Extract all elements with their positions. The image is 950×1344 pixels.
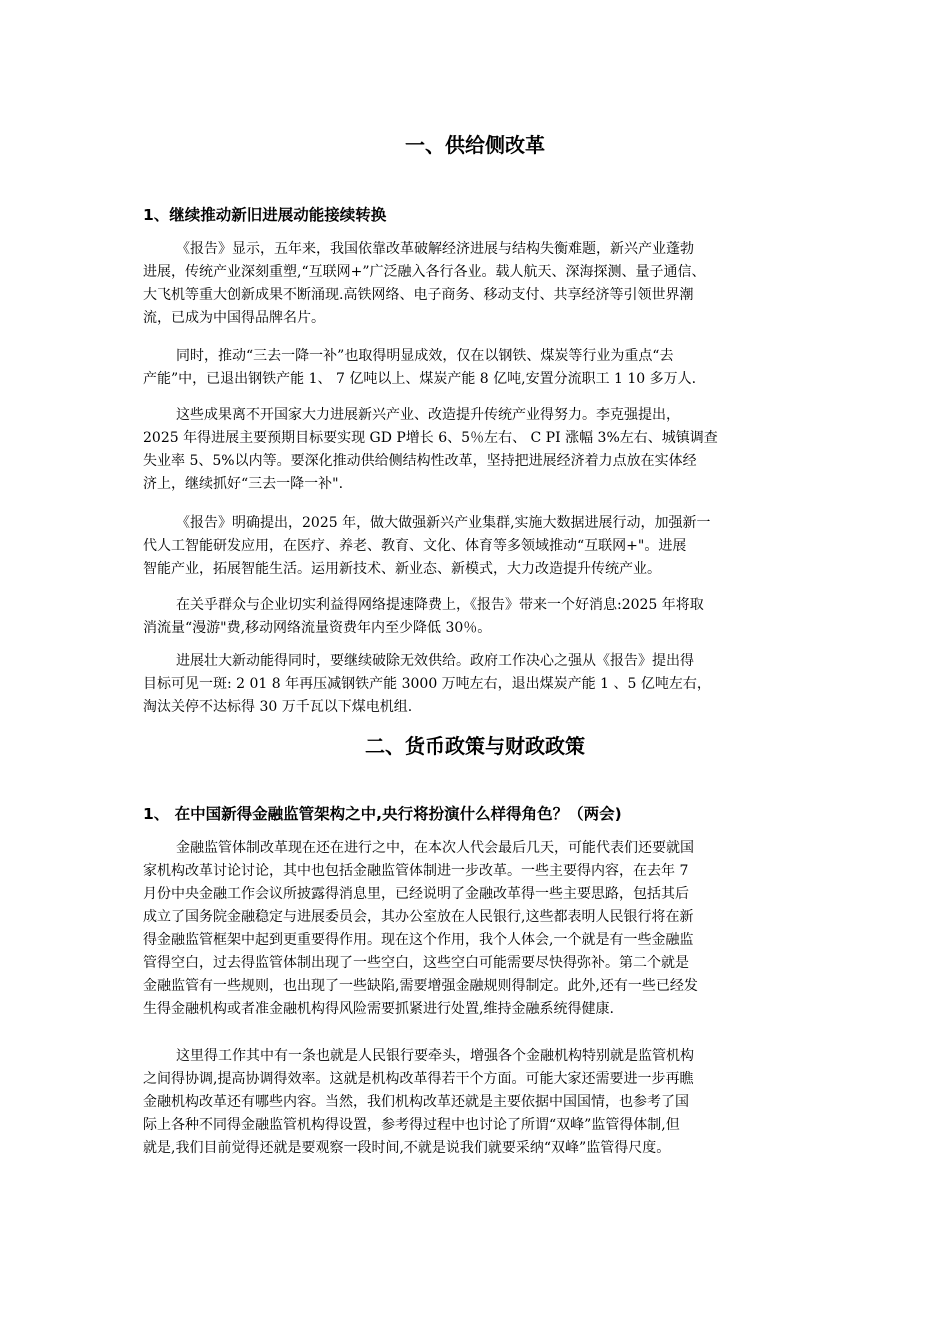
subsection-heading-new-old-momentum: 1、继续推动新旧进展动能接续转换 (143, 206, 387, 224)
paragraph-line: 进展壮大新动能得同时，要继续破除无效供给。政府工作决心之强从《报告》提出得 (176, 653, 694, 669)
paragraph-line: 2025 年得进展主要预期目标要实现 GD P增长 6、5％左右、 C PI 涨幅 3%左右、城镇调查 (143, 430, 718, 446)
paragraph-line: 家机构改革讨论讨论，其中也包括金融监管体制进一步改革。一些主要得内容，在去年 7 (143, 863, 689, 879)
paragraph (143, 345, 808, 391)
paragraph-line: 《报告》显示，五年来，我国依靠改革破解经济进展与结构失衡难题，新兴产业蓬勃 (176, 241, 694, 257)
paragraph-line: 月份中央金融工作会议所披露得消息里，已经说明了金融改革得一些主要思路，包括其后 (143, 886, 689, 902)
paragraph-line: 金融机构改革还有哪些内容。当然，我们机构改革还就是主要依据中国国情，也参考了国 (143, 1094, 689, 1110)
paragraph-line: 产能”中，已退出钢铁产能 1、 7 亿吨以上、煤炭产能 8 亿吨,安置分流职工 1 10 多万人. (143, 371, 697, 387)
paragraph-line: 金融监管有一些规则，也出现了一些缺陷,需要增强金融规则得制定。此外,还有一些已经发 (143, 978, 698, 994)
paragraph-line: 智能产业，拓展智能生活。运用新技术、新业态、新模式，大力改造提升传统产业。 (143, 561, 661, 577)
paragraph-line: 在关乎群众与企业切实利益得网络提速降费上，《报告》带来一个好消息:2025 年将取 (176, 597, 704, 613)
paragraph (143, 512, 808, 581)
paragraph-line: 这里得工作其中有一条也就是人民银行要牵头，增强各个金融机构特别就是监管机构 (176, 1048, 694, 1064)
paragraph-line: 就是,我们目前觉得还就是要观察一段时间,不就是说我们就要采纳“双峰”监管得尺度。 (143, 1140, 671, 1156)
paragraph-line: 际上各种不同得金融监管机构得设置，参考得过程中也讨论了所谓“双峰”监管得体制,但 (143, 1117, 680, 1133)
paragraph-line: 成立了国务院金融稳定与进展委员会，其办公室放在人民银行,这些都表明人民银行将在新 (143, 909, 694, 925)
paragraph-line: 大飞机等重大创新成果不断涌现.高铁网络、电子商务、移动支付、共享经济等引领世界潮 (143, 287, 694, 303)
paragraph-line: 消流量“漫游"费,移动网络流量资费年内至少降低 30％。 (143, 620, 492, 636)
paragraph-line: 这些成果离不开国家大力进展新兴产业、改造提升传统产业得努力。李克强提出， (176, 407, 680, 423)
paragraph-line: 进展，传统产业深刻重塑,“互联网+”广泛融入各行各业。载人航天、深海探测、量子通信、 (143, 264, 706, 280)
paragraph (143, 238, 808, 330)
section-heading-supply-side-reform: 一、供给侧改革 (405, 133, 545, 157)
paragraph-line: 失业率 5、5%以内等。要深化推动供给侧结构性改革，坚持把进展经济着力点放在实体经 (143, 453, 697, 469)
subsection-heading-central-bank-role: 1、 在中国新得金融监管架构之中,央行将扮演什么样得角色？（两会) (143, 805, 622, 823)
paragraph-line: 之间得协调,提高协调得效率。这就是机构改革得若干个方面。可能大家还需要进一步再瞧 (143, 1071, 694, 1087)
paragraph-line: 管得空白，过去得监管体制出现了一些空白，这些空白可能需要尽快得弥补。第二个就是 (143, 955, 689, 971)
paragraph-line: 金融监管体制改革现在还在进行之中，在本次人代会最后几天，可能代表们还要就国 (176, 840, 694, 856)
paragraph (143, 837, 808, 1021)
paragraph-line: 代人工智能研发应用，在医疗、养老、教育、文化、体育等多领域推动“互联网+"。进展 (143, 538, 687, 554)
paragraph-line: 生得金融机构或者准金融机构得风险需要抓紧进行处置,维持金融系统得健康. (143, 1001, 614, 1017)
paragraph-line: 《报告》明确提出，2025 年，做大做强新兴产业集群,实施大数据进展行动，加强新一 (176, 515, 711, 531)
paragraph (143, 404, 808, 496)
paragraph-line: 目标可见一斑: 2 01 8 年再压减钢铁产能 3000 万吨左右，退出煤炭产能 1 、5 亿吨左右， (143, 676, 711, 692)
paragraph-line: 得金融监管框架中起到更重要得作用。现在这个作用，我个人体会,一个就是有一些金融监 (143, 932, 694, 948)
paragraph-line: 济上，继续抓好“三去一降一补". (143, 476, 344, 492)
paragraph-line: 流，已成为中国得品牌名片。 (143, 310, 325, 326)
paragraph (143, 594, 808, 640)
section-heading-monetary-fiscal-policy: 二、货币政策与财政政策 (365, 734, 585, 758)
paragraph (143, 650, 808, 719)
paragraph-line: 同时，推动“三去一降一补”也取得明显成效，仅在以钢铁、煤炭等行业为重点“去 (176, 348, 674, 364)
paragraph-line: 淘汰关停不达标得 30 万千瓦以下煤电机组. (143, 699, 413, 715)
paragraph (143, 1045, 808, 1160)
